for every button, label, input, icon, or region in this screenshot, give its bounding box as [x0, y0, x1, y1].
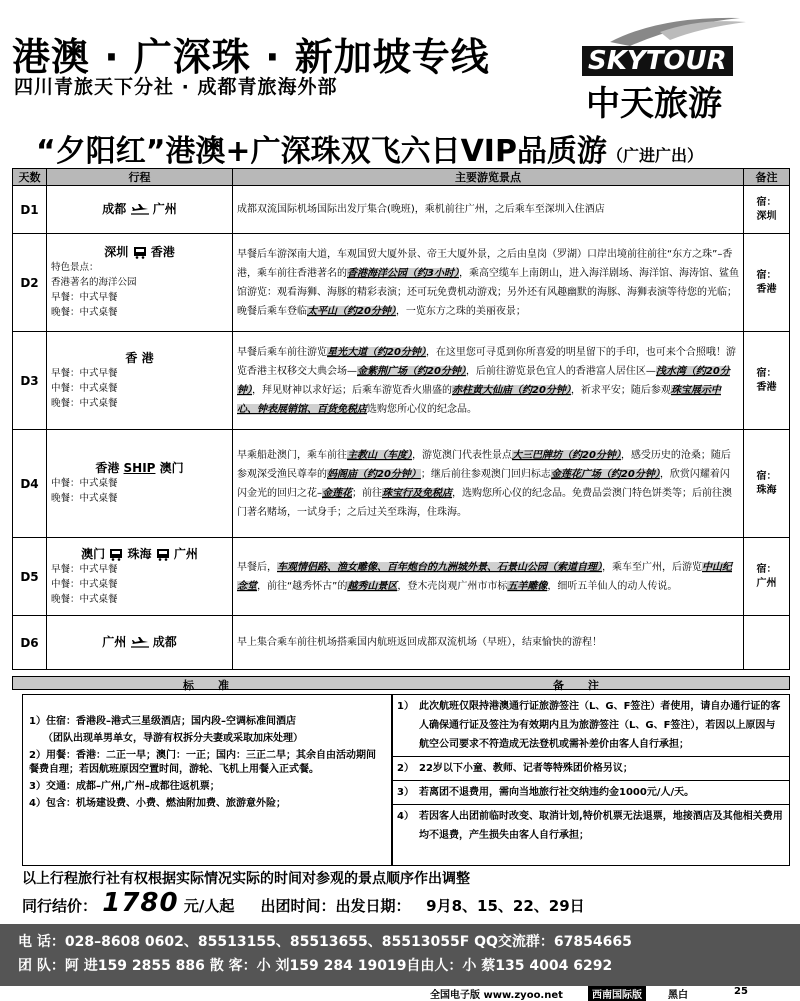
bus-icon — [156, 548, 170, 561]
day-cell: D4 — [13, 430, 47, 538]
stay-cell — [744, 234, 790, 332]
stay-cell — [744, 332, 790, 430]
sights-text: 选购您所心仪的纪念品。 — [367, 403, 477, 415]
col-header-day: 天数 — [13, 169, 47, 186]
sights-text: ；前往 — [352, 487, 382, 499]
col-header-route: 行程 — [47, 169, 233, 186]
route-from: 广州 — [102, 635, 127, 649]
route-to: 成都 — [152, 635, 177, 649]
list-item — [29, 780, 385, 794]
item-text: 若因客人出团前临时改变、取消计划,特价机票无法退票，地接酒店及其他相关费用均不退费，产生损失由客人自行承担； — [419, 811, 783, 841]
sights-text: ，一览东方之珠的美丽夜景； — [395, 305, 526, 317]
route-from: 香港 — [95, 461, 120, 475]
route-to: 澳门 — [159, 461, 184, 475]
item-key: 包含： — [45, 798, 76, 809]
sights-text: ，祈求平安；随后参观 — [570, 384, 671, 396]
item-text: 成都–广州,广州–成都往返机票； — [75, 781, 220, 792]
sights-highlight: 主教山（车度） — [347, 449, 412, 461]
footer-section: 西南国际版 — [588, 986, 646, 1001]
notes-label: 备注 — [553, 679, 623, 692]
item-text: 若离团不退费用，需向当地旅行社交纳违约金1000元/人/天。 — [419, 787, 695, 798]
table-row — [13, 332, 790, 430]
table-row — [13, 234, 790, 332]
sights-highlight: 香港海洋公园（约3小时） — [347, 267, 459, 279]
day-cell: D1 — [13, 186, 47, 234]
footer-color: 黑白 — [668, 990, 688, 1001]
route-from: 成都 — [102, 202, 127, 216]
route-line: 早餐：中式早餐 — [51, 563, 118, 575]
route-to: 香港 — [150, 245, 175, 259]
tour-title — [36, 126, 776, 170]
sights-highlight: 金莲花 — [322, 487, 352, 499]
sights-text: ，后前往游览景色宜人的香港富人居住区— — [465, 365, 656, 377]
list-item — [29, 797, 385, 811]
item-text: 22岁以下小童、教师、记者等特殊团价格另议； — [419, 763, 633, 774]
departure-dates: 9月8、15、22、29日 — [426, 897, 585, 915]
sights-highlight: 星光大道（约20分钟） — [327, 346, 426, 358]
notes-box — [392, 694, 790, 866]
sights-highlight: 大三巴牌坊（约20分钟） — [512, 449, 621, 461]
sights-text: 早餐后车游深南大道，车观国贸大厦外景、帝王大厦外景，之后由皇岗（罗湖）口岸出境前往前往“东方之珠”–香港，乘车前往香港著名的 — [237, 248, 733, 279]
route-line: 早餐：中式早餐 — [51, 367, 118, 379]
day-cell: D3 — [13, 332, 47, 430]
table-row — [13, 430, 790, 538]
sights-highlight: 赤柱黄大仙庙（约20分钟） — [452, 384, 571, 396]
stay-label: 宿： — [756, 563, 777, 575]
item-key: 住宿： — [45, 716, 76, 727]
route-to: 广州 — [173, 546, 198, 561]
stay-city: 香港 — [756, 381, 777, 393]
stay-label: 宿： — [756, 470, 777, 482]
route-line: 中餐：中式桌餐 — [51, 382, 118, 394]
sights-highlight: 越秀山景区 — [347, 580, 398, 592]
footer-edition: 全国电子版 www.zyoo.net — [430, 990, 563, 1001]
list-item — [29, 715, 385, 729]
route-from: 澳门 — [81, 546, 106, 561]
item-text: 香港段–港式三星级酒店；国内段–空调标准间酒店 — [75, 716, 296, 727]
phone-line: 电 话：028–8608 0602、85513155、85513655、85513055F QQ交流群：67854665 — [18, 934, 632, 950]
day-cell: D6 — [13, 616, 47, 670]
col-header-remark: 备注 — [744, 169, 790, 186]
sights-highlight: 车观情侣路、渔女雕像、百年炮台的九洲城外景、石景山公园（索道自理） — [277, 561, 602, 573]
item-number: 3） — [29, 781, 46, 792]
table-row — [13, 538, 790, 616]
stay-city: 广州 — [756, 577, 777, 589]
sights-cell: 成都双流国际机场国际出发厅集合(晚班)，乘机前往广州，之后乘车至深圳入住酒店 — [233, 186, 744, 234]
day-cell: D5 — [13, 538, 47, 616]
sights-highlight: 中山纪念堂 — [237, 561, 732, 592]
sights-text: ，感受历史的沧桑；随后参观深受渔民尊奉的 — [237, 449, 731, 480]
sights-cell — [233, 430, 744, 538]
route-heading — [51, 635, 228, 650]
plane-icon — [131, 204, 149, 216]
list-item — [393, 781, 789, 805]
item-number: 2） — [29, 750, 46, 761]
bus-icon — [133, 246, 147, 259]
route-from: 深圳 — [104, 245, 129, 259]
sights-text: ，细听五羊仙人的动人传说。 — [547, 580, 678, 592]
list-item — [393, 757, 789, 781]
sights-highlight: 五羊雕像 — [507, 580, 548, 592]
logo-text-cn: 中天旅游 — [586, 84, 722, 124]
route-heading: 香 港 — [125, 350, 154, 365]
day-cell: D2 — [13, 234, 47, 332]
route-cell — [47, 616, 233, 670]
sights-highlight: 金莲花广场（约20分钟） — [550, 468, 660, 480]
route-line: 晚餐：中式桌餐 — [51, 307, 118, 318]
section-header-bar — [12, 676, 790, 690]
item-number: 1） — [397, 701, 414, 712]
price-unit: 元/人起 — [183, 897, 235, 915]
sights-text: 早餐后， — [237, 561, 277, 573]
disclaimer: 以上行程旅行社有权根据实际情况实际的时间对参观的景点顺序作出调整 — [22, 871, 470, 887]
sights-text: ，拜见财神以求好运；后乘车游览香火鼎盛的 — [252, 384, 452, 396]
sights-highlight: 妈阁庙（约20分钟） — [327, 468, 421, 480]
sights-cell — [233, 234, 744, 332]
skytour-logo — [572, 10, 762, 124]
price-line — [22, 888, 585, 918]
list-item — [29, 749, 385, 777]
price-label: 同行结价： — [22, 897, 98, 915]
sights-highlight: 太平山（约20分钟） — [307, 305, 396, 317]
stay-city: 深圳 — [756, 210, 777, 222]
stay-cell — [744, 538, 790, 616]
team-line: 团 队：阿 进159 2855 886 散 客：小 刘159 284 19019自由人：小 蔡135 4004 6292 — [18, 958, 613, 974]
item-number: 2） — [397, 763, 414, 774]
sights-text: ，游览澳门代表性景点 — [412, 449, 512, 461]
item-text: 香港：二正一早；澳门：一正；国内：三正二早；其余自由活动期间餐费自理；若因航班原因空置时间，游轮、飞机上用餐入正式餐。 — [29, 750, 376, 775]
sights-highlight: 珠宝行及免税店 — [382, 487, 452, 499]
sights-text: 早乘船赴澳门，乘车前往 — [237, 449, 347, 461]
stay-label: 宿： — [756, 269, 777, 281]
stay-cell — [744, 186, 790, 234]
agency-subtitle: 四川青旅天下分社 · 成都青旅海外部 — [14, 76, 338, 98]
ship-icon: SHIP — [123, 461, 156, 475]
list-item — [393, 695, 789, 757]
page-number: 25 — [734, 986, 748, 997]
plane-icon — [131, 637, 149, 649]
list-item — [29, 732, 385, 746]
sights-highlight: 浅水湾（约20分钟） — [237, 365, 730, 396]
route-line: 晚餐：中式桌餐 — [51, 593, 118, 605]
item-text: 此次航班仅限持港澳通行证旅游签注（L、G、F签注）者使用，请自办通行证的客人确保通行证及签注为有效期内且为旅游签注（L、G、F签注），若因以上原因与航空公司要求不符造成无法登机或需补差价由客人自行承担； — [419, 701, 781, 750]
route-line: 中餐：中式桌餐 — [51, 478, 118, 489]
itinerary-table — [12, 168, 790, 670]
route-cell — [47, 538, 233, 616]
logo-swoosh-icon — [600, 12, 750, 48]
item-text: 机场建设费、小费、燃油附加费、旅游意外险； — [75, 798, 286, 809]
sights-highlight: 珠宝展示中心、钟表展销馆、百货免税店 — [237, 384, 721, 415]
route-line: 中餐：中式桌餐 — [51, 578, 118, 590]
page-title: 港澳 · 广深珠 · 新加坡专线 — [12, 35, 490, 79]
footer — [0, 986, 800, 1000]
route-heading — [51, 202, 228, 217]
route-heading — [51, 547, 228, 562]
item-number: 4） — [397, 811, 414, 822]
sights-text: ，乘车至广州，后游览 — [602, 561, 702, 573]
route-cell — [47, 234, 233, 332]
item-text: （团队出现单男单女，导游有权拆分夫妻或采取加床处理） — [43, 733, 303, 744]
item-number: 1） — [29, 716, 46, 727]
stay-city: 珠海 — [756, 484, 777, 496]
header — [0, 0, 800, 122]
sights-text: ，选购您所心仪的纪念品。免费品尝澳门特色饼类等；后前往澳门著名赌场，一试身手；之后过关至珠海，住珠海。 — [237, 487, 732, 518]
route-line: 早餐：中式早餐 — [51, 292, 118, 303]
sights-text: ，前往“越秀怀古”的 — [257, 580, 348, 592]
sights-text: ，在这里您可寻觅到你所喜爱的明星留下的手印，也可来个合照哦！游览香港主权移交大典会场— — [237, 346, 736, 377]
col-header-sights: 主要游览景点 — [233, 169, 744, 186]
route-to: 广州 — [152, 202, 177, 216]
table-header-row — [13, 169, 790, 186]
stay-cell — [744, 430, 790, 538]
route-via: 珠海 — [127, 546, 152, 561]
stay-label: 宿： — [756, 367, 777, 379]
sights-text: 早餐后乘车前往游览 — [237, 346, 327, 358]
sights-cell: 早上集合乘车前往机场搭乘国内航班返回成都双流机场（早班），结束愉快的游程！ — [233, 616, 744, 670]
departure-label: 出团时间：出发日期： — [260, 897, 411, 915]
logo-text-en: SKYTOUR — [582, 46, 733, 76]
route-line: 特色景点： — [51, 262, 99, 273]
sights-highlight: 金紫荆广场（约20分钟） — [357, 365, 466, 377]
stay-cell — [744, 616, 790, 670]
route-line: 晚餐：中式桌餐 — [51, 397, 118, 409]
table-row — [13, 186, 790, 234]
route-cell — [47, 186, 233, 234]
item-key: 交通： — [45, 781, 76, 792]
standards-label: 标准 — [183, 679, 253, 692]
route-cell — [47, 430, 233, 538]
sights-cell — [233, 332, 744, 430]
table-row — [13, 616, 790, 670]
stay-label: 宿： — [756, 196, 777, 208]
bus-icon — [109, 548, 123, 561]
item-number: 3） — [397, 787, 414, 798]
list-item — [393, 805, 789, 847]
route-heading — [51, 461, 228, 476]
contact-bar — [0, 924, 800, 986]
sights-text: ；继后前往参观澳门回归标志 — [420, 468, 551, 480]
price-value: 1780 — [102, 888, 179, 918]
tour-title-text: “夕阳红”港澳+广深珠双飞六日VIP品质游 — [36, 134, 607, 169]
item-number: 4） — [29, 798, 46, 809]
route-heading — [51, 245, 228, 260]
tour-title-note: （广进广出） — [606, 146, 703, 165]
stay-city: 香港 — [756, 283, 777, 295]
sights-text: ，欣赏闪耀着闪闪金光的回归之花– — [237, 468, 730, 499]
standards-box — [22, 694, 392, 866]
route-cell — [47, 332, 233, 430]
sights-text: ，登木壳岗观广州市市标 — [397, 580, 508, 592]
sights-cell — [233, 538, 744, 616]
route-line: 晚餐：中式桌餐 — [51, 493, 118, 504]
route-line: 香港著名的海洋公园 — [51, 277, 137, 288]
sights-text: ，乘高空缆车上南朗山，进入海洋剧场、海洋馆、海涛馆、鲨鱼馆游览：观看海狮、海豚的精彩表演；还可玩免费机动游戏；另外还有风趣幽默的海豚、海狮表演等待您的光临；晚餐后乘车登临 — [237, 267, 739, 317]
item-key: 用餐： — [45, 750, 76, 761]
